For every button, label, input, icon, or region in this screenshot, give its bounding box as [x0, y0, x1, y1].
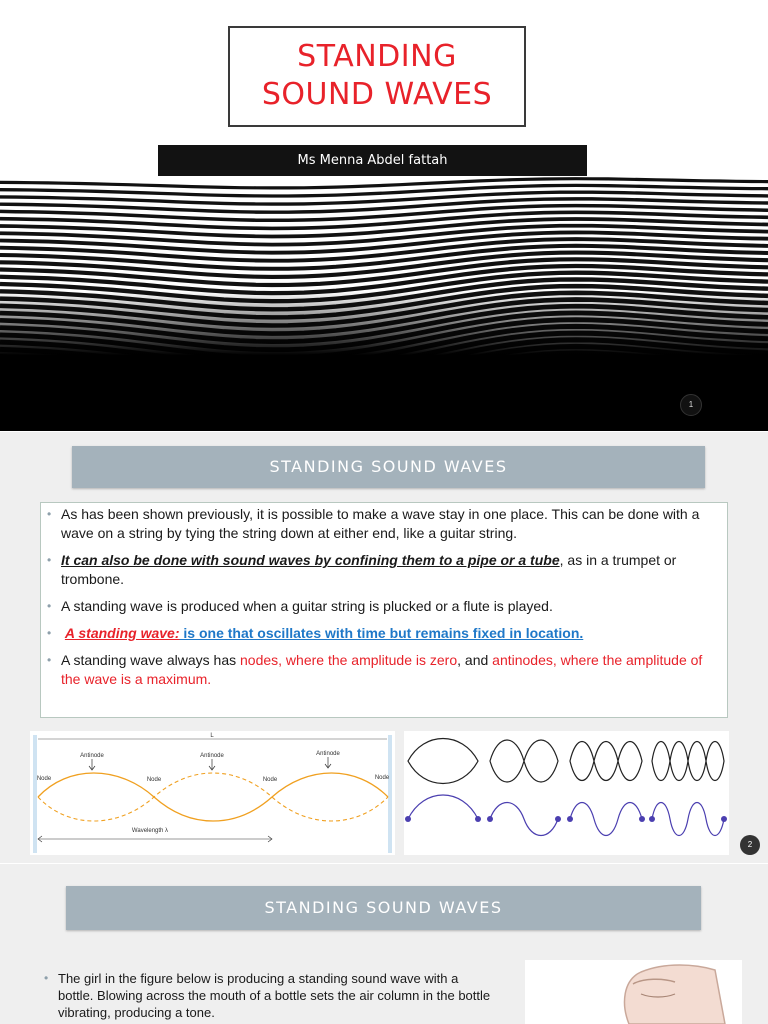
node-label: Node — [36, 776, 52, 782]
bullet-list — [44, 970, 494, 1024]
node-label: Node — [374, 775, 390, 781]
bullet-item — [44, 970, 494, 1021]
wave-lines-image — [0, 176, 768, 432]
bullet-text: , and — [457, 652, 493, 668]
bullet-emphasis: It can also be done with sound waves by confining them to a pipe or a tube — [61, 552, 560, 568]
definition-term: A standing wave: — [64, 625, 180, 641]
content-slide-3 — [0, 864, 768, 1024]
bullet-text: A standing wave always has — [61, 652, 240, 668]
page-number-badge: 2 — [740, 835, 760, 855]
bullet-item — [47, 597, 719, 616]
bullet-item — [47, 551, 719, 589]
nodes-text: nodes, where the amplitude is zero — [240, 652, 458, 668]
section-banner: STANDING SOUND WAVES — [66, 886, 701, 930]
bullet-text: As has been shown previously, it is possible to make a wave stay in one place. This can be done with a wave on a string by tying the string down at either end, like a guitar string. — [61, 506, 700, 541]
content-slide-2 — [0, 432, 768, 864]
bullet-item — [47, 624, 719, 643]
antinodes-text: antinodes, where the amplitude of the wave is a maximum. — [61, 652, 703, 687]
bullet-text-box — [40, 502, 728, 718]
girl-bottle-image — [525, 960, 742, 1024]
antinode-label: Antinode — [316, 751, 340, 757]
bullet-item — [47, 651, 719, 689]
author-bar: Ms Menna Abdel fattah — [158, 145, 587, 176]
node-label: Node — [146, 777, 162, 783]
slide-title-line1: STANDING — [297, 39, 457, 74]
wavelength-label: Wavelength λ — [131, 828, 169, 834]
bullet-item — [47, 505, 719, 543]
bullet-text: A standing wave is produced when a guitar string is plucked or a flute is played. — [61, 598, 553, 614]
page-number-badge: 1 — [680, 394, 702, 416]
harmonics-diagram — [404, 731, 729, 855]
node-label: Node — [262, 777, 278, 783]
antinode-label: Antinode — [80, 753, 104, 759]
slide-title-line2: SOUND WAVES — [261, 77, 493, 112]
bullet-text: , as in a trumpet or trombone. — [61, 552, 677, 587]
definition-text: is one that oscillates with time but remains fixed in location. — [179, 625, 584, 641]
title-slide — [0, 0, 768, 432]
standing-wave-diagram — [30, 731, 395, 855]
bullet-text: The girl in the figure below is producing a standing sound wave with a bottle. Blowing across the mouth of a bottle sets the air column in the bottle vibrating, producing a tone. — [58, 971, 491, 1020]
antinode-label: Antinode — [200, 753, 224, 759]
title-box — [228, 26, 526, 127]
length-label: L — [210, 733, 214, 739]
section-banner: STANDING SOUND WAVES — [72, 446, 705, 488]
